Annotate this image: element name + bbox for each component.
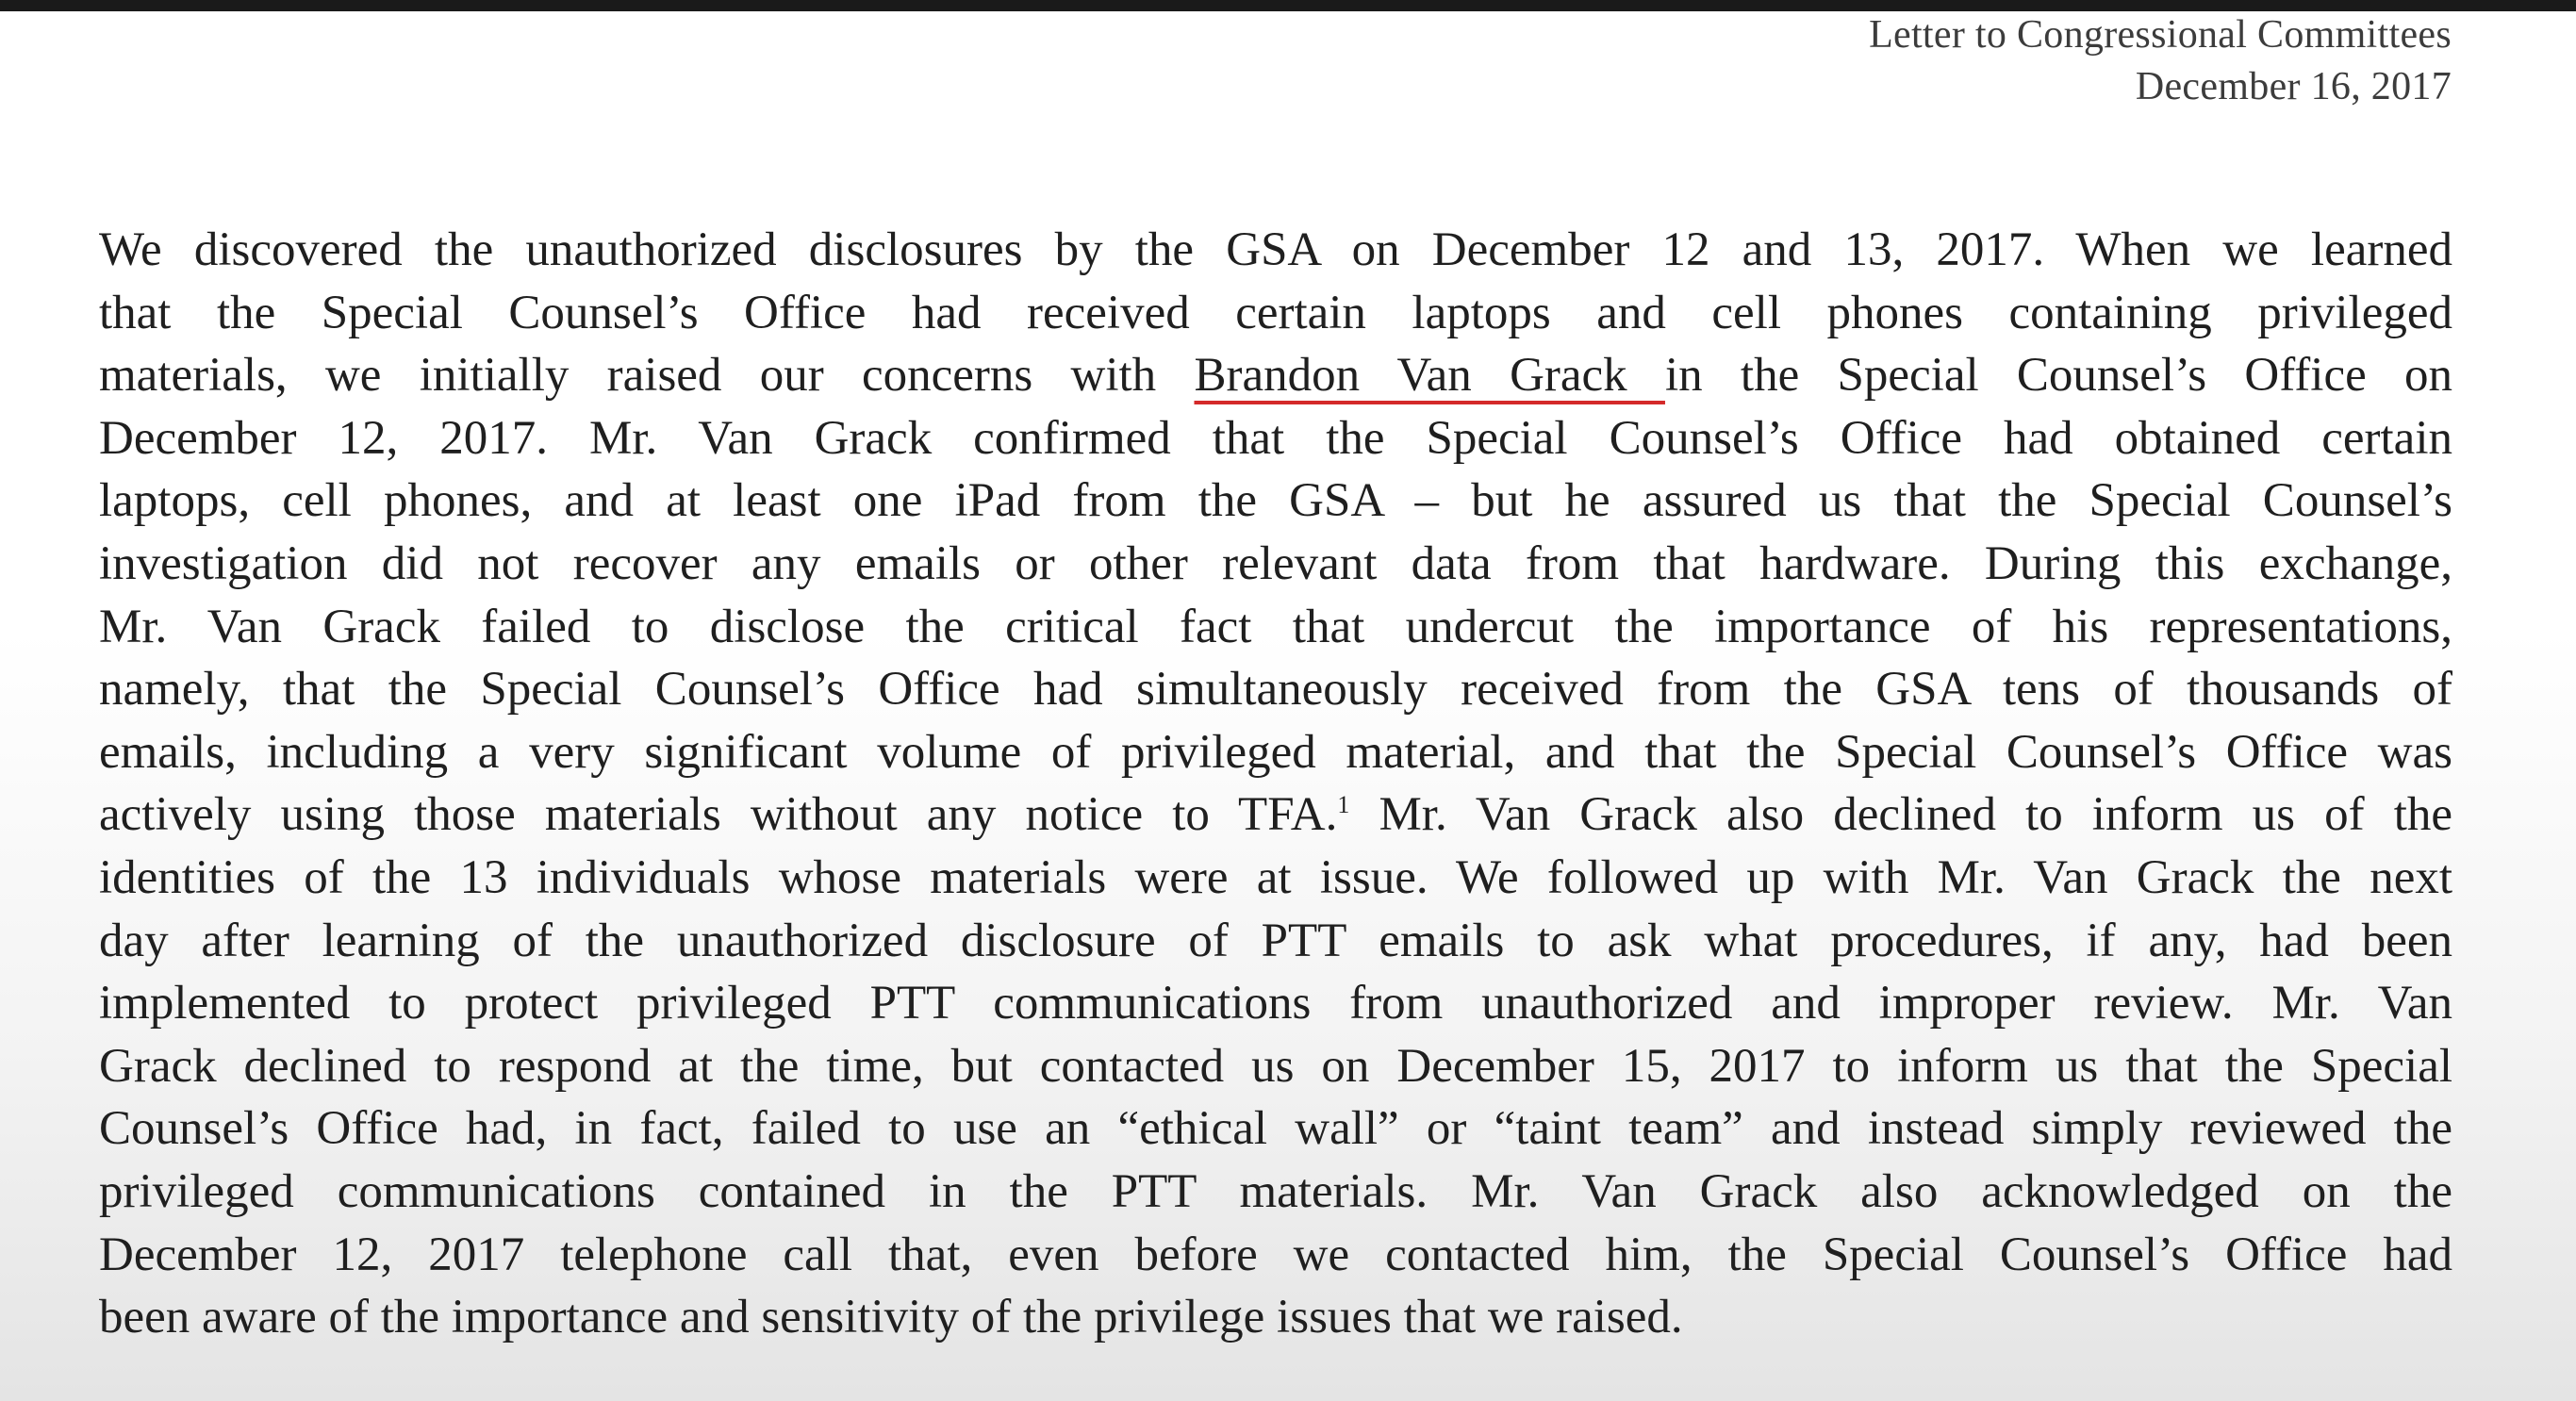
body-line: privileged communications contained in the PTT materials. Mr. Van Grack also acknowledged on the — [99, 1164, 2452, 1218]
body-line: laptops, cell phones, and at least one iPad from the GSA – but he assured us that the Special Counsel’s — [99, 474, 2452, 528]
highlighted-name: Brandon Van Grack — [1194, 349, 1665, 403]
letter-body — [99, 219, 2452, 1349]
body-line: December 12, 2017 telephone call that, even before we contacted him, the Special Counsel’s Office had — [99, 1228, 2452, 1281]
body-line: been aware of the importance and sensitivity of the privilege issues that we raised. — [99, 1291, 1683, 1344]
body-line: day after learning of the unauthorized disclosure of PTT emails to ask what procedures, if any, had been — [99, 914, 2452, 967]
header-date: December 16, 2017 — [2135, 65, 2452, 108]
body-line — [99, 783, 2452, 847]
body-line: emails, including a very significant volume of privileged material, and that the Special Counsel’s Office was — [99, 725, 2452, 779]
body-line: investigation did not recover any emails or other relevant data from that hardware. During this exchange, — [99, 536, 2452, 590]
footnote-marker: 1 — [1337, 791, 1350, 819]
header-title: Letter to Congressional Committees — [1869, 13, 2452, 57]
body-line-text: in the Special Counsel’s Office on — [1664, 349, 2453, 403]
body-line: We discovered the unauthorized disclosures by the GSA on December 12 and 13, 2017. When we learned — [99, 223, 2452, 276]
body-line-text: Mr. Van Grack also declined to inform us of the — [1349, 788, 2452, 842]
letter-header — [1869, 9, 2452, 113]
body-line: Counsel’s Office had, in fact, failed to use an “ethical wall” or “taint team” and instead simply reviewed the — [99, 1102, 2452, 1156]
body-line: December 12, 2017. Mr. Van Grack confirmed that the Special Counsel’s Office had obtained certain — [99, 411, 2452, 465]
body-line-text: materials, we initially raised our concerns with — [99, 349, 1195, 403]
body-line-text: actively using those materials without any notice to TFA. — [99, 788, 1338, 842]
body-line: Mr. Van Grack failed to disclose the critical fact that undercut the importance of his representations, — [99, 600, 2452, 653]
body-line: identities of the 13 individuals whose materials were at issue. We followed up with Mr. Van Grack the next — [99, 850, 2452, 904]
body-line: that the Special Counsel’s Office had received certain laptops and cell phones containing privileged — [99, 286, 2452, 339]
body-line — [99, 344, 2452, 407]
body-line: implemented to protect privileged PTT communications from unauthorized and improper review. Mr. Van — [99, 977, 2452, 1030]
body-line: namely, that the Special Counsel’s Office had simultaneously received from the GSA tens of thousands of — [99, 663, 2452, 717]
body-line: Grack declined to respond at the time, but contacted us on December 15, 2017 to inform us that the Special — [99, 1039, 2452, 1093]
